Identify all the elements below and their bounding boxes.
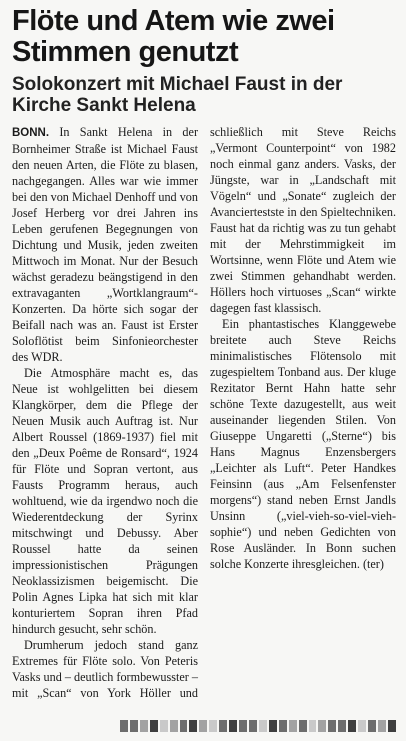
paragraph-4: Ein phantastisches Klanggewebe breitete auch Steve Reichs minimalistisches Flötensolo mit zugespieltem Tonband aus. Der kluge Rezitator Bernt Hahn hatte sehr schöne Texte dazugestellt, aus weit auseinander liegenden Stilen. Von Giuseppe Ungaretti („Sterne“) bis Hans Magnus Enzensbergers „Leichter als Luft“. Peter Handkes Feinsinn (aus „Am Felsenfenster morgens“) stand neben Ernst Jandls Unsinn („viel-vieh-so-viel-vieh-sophie“) und neben Gedichten von Rose Ausländer. In Bonn suchen solche Konzerte ihresgleichen. (ter) [210,317,396,571]
subheadline: Solokonzert mit Michael Faust in der Kirche Sankt Helena [12,74,343,116]
footer-pattern-bar [120,720,396,732]
paragraph-2: Die Atmosphäre macht es, das Neue ist wohlgelitten bei diesem Klangkörper, dem die Pflege der Neuen Musik auch Auftrag ist. Nur Albert Roussel (1869-1937) fiel mit den „Deux Poême de Ronsard“, 1924 für Flöte und Sopran vertont, aus Fausts Programm heraus, auch wohltuend, wie da irgendwo noch die Wiederentdeckung der Syrinx mitschwingt und Debussy. Aber Roussel hatte da seinen impressionistischen Prägungen Neoklassizismen beigemischt. Die Polin Agnes Lipka hat sich mit klar konturiertem Sopran ihren Pfad hindurch gesucht, sehr schön. [12,366,198,636]
dateline: BONN. [12,127,50,139]
paragraph-3: Drumherum jedoch stand ganz Extremes für Flöte solo. Von Peteris Vasks und – deutlich formbewusster – mit „Scan“ von York Höller und schließlich mit Steve Reichs „Vermont Counterpoint“ von 1982 noch einmal ganz anders. Vasks, der Jüngste, war in „Landschaft mit Vögeln“ und „Sonate“ zugleich der Avanciertestste in den Spieltechniken. Faust hat da richtig was zu tun gehabt mit der Mehrstimmigkeit im Wortsinne, wenn Flöte und Atem wie zwei Stimmen gehandhabt werden. Höllers hoch virtuoses „Scan“ wirkte dagegen fast klassisch. [12,125,396,700]
headline: Flöte und Atem wie zwei Stimmen genutzt [12,5,335,68]
paragraph-1-text: In Sankt Helena in der Bornheimer Straße ist Michael Faust den neuen Arten, die Flöte zu blasen, nachgegangen. Alles war wie immer bei den von Michael Denhoff und von Josef Herberg vor drei Jahren ins Leben gerufenen Begegnungen von Dichtung und Musik, jeden zweiten Mittwoch im Monat. Nur der Besuch wächst geradezu beängstigend in den extravaganten „Wortklangraum“-Konzerten. Da hörte sich sogar der Beifall nach was an. Faust ist Erster Soloflötist beim Sinfonieorchester des WDR. [12,125,198,364]
paragraph-1 [12,124,198,365]
article-body [12,124,396,712]
